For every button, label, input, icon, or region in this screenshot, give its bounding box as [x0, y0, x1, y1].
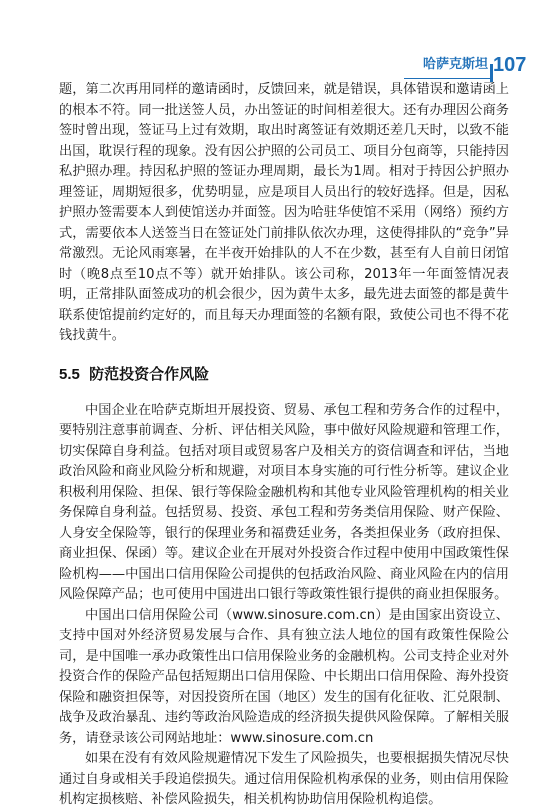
header-rule: [404, 78, 491, 79]
section-heading: [59, 364, 509, 385]
paragraph: 中国企业在哈萨克斯坦开展投资、贸易、承包工程和劳务合作的过程中，要特别注意事前调查、分析、评估相关风险，事中做好风险规避和管理工作，切实保障自身利益。包括对项目或贸易客户及相关方的资信调查和评估，当地政治风险和商业风险分析和规避，对项目本身实施的可行性分析等。建议企业积极利用保险、担保、银行等保险金融机构和其他专业风险管理机构的相关业务保障自身利益。包括贸易、投资、承包工程和劳务类信用保险、财产保险、人身安全保险等，银行的保理业务和福费廷业务，各类担保业务（政府担保、商业担保、保函）等。建议企业在开展对外投资合作过程中使用中国政策性保险机构——中国出口信用保险公司提供的包括政治风险、商业风险在内的信用风险保障产品；也可使用中国进出口银行等政策性银行提供的商业担保服务。: [59, 402, 509, 602]
section-number: 5.5: [59, 365, 80, 383]
section-title: 防范投资合作风险: [89, 364, 210, 383]
running-header-country: 哈萨克斯坦: [422, 57, 488, 72]
page-number: 107: [493, 54, 527, 76]
paragraph-continued: 题，第二次再用同样的邀请函时，反馈回来，就是错误，具体错误和邀请函上的根本不符。同一批送签人员，办出签证的时间相差很大。还有办理因公商务签时曾出现，签证马上过有效期，取出时离签证有效期还差几天时，以致不能出国，耽误行程的现象。没有因公护照的公司员工、项目分包商等，只能持因私护照办理。持因私护照的签证办理周期，最长为1周。相对于持因公护照办理签证，周期短很多，优势明显，应是项目人员出行的较好选择。但是，因私护照办签需要本人到使馆送办并面签。因为哈驻华使馆不采用（网络）预约方式，需要依本人送签当日在签证处门前排队依次办理，这使得排队的“竞争”异常激烈。无论风雨寒暑，在半夜开始排队的人不在少数，甚至有人自前日闭馆时（晚8点至10点不等）就开始排队。该公司称，2013年一年面签情况表明，正常排队面签成功的机会很少，因为黄牛太多，最先进去面签的都是黄牛联系使馆提前约定好的，而且每天办理面签的名额有限，致使公司也不得不花钱找黄牛。: [59, 82, 509, 343]
paragraph: 如果在没有有效风险规避情况下发生了风险损失，也要根据损失情况尽快通过自身或相关手段追偿损失。通过信用保险机构承保的业务，则由信用保险机构定损核赔、补偿风险损失，相关机构协助信用保险机构追偿。: [59, 751, 509, 807]
paragraph: 中国出口信用保险公司（www.sinosure.com.cn）是由国家出资设立、支持中国对外经济贸易发展与合作、具有独立法人地位的国有政策性保险公司，是中国唯一承办政策性出口信用保险业务的金融机构。公司支持企业对外投资合作的保险产品包括短期出口信用保险、中长期出口信用保险、海外投资保险和融资担保等，对因投资所在国（地区）发生的国有化征收、汇兑限制、战争及政治暴乱、违约等政治风险造成的经济损失提供风险保障。了解相关服务，请登录该公司网站地址：www.sinosure.com.cn: [59, 607, 509, 746]
page-body: [59, 80, 509, 811]
